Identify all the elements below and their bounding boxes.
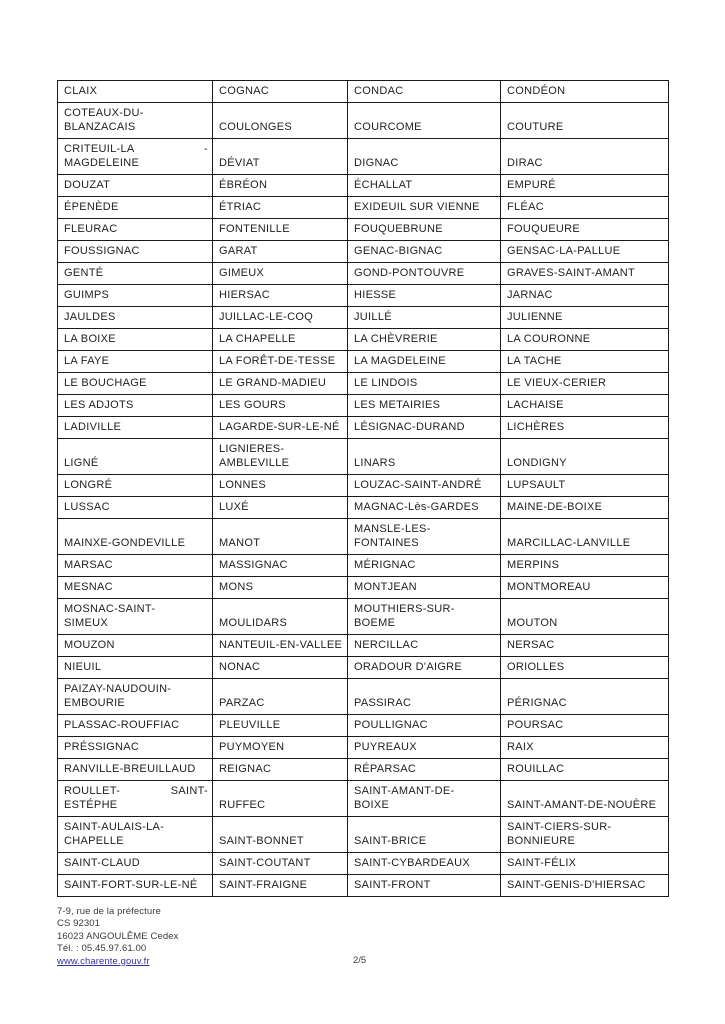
commune-cell: LICHÈRES: [501, 417, 669, 439]
commune-cell: FOUQUEBRUNE: [348, 219, 501, 241]
commune-cell: PASSIRAC: [348, 679, 501, 715]
table-row: [58, 679, 669, 715]
commune-cell: SAINT-COUTANT: [213, 853, 348, 875]
commune-cell: PÉRIGNAC: [501, 679, 669, 715]
commune-cell: JULIENNE: [501, 307, 669, 329]
commune-cell: DIGNAC: [348, 139, 501, 175]
commune-cell: JARNAC: [501, 285, 669, 307]
commune-cell: POULLIGNAC: [348, 715, 501, 737]
table-row: [58, 81, 669, 103]
commune-cell: RUFFEC: [213, 781, 348, 817]
table-row: [58, 241, 669, 263]
table-row: [58, 307, 669, 329]
commune-cell: GUIMPS: [58, 285, 213, 307]
commune-cell: ROULLET- SAINT- ESTÉPHE: [58, 781, 213, 817]
table-row: [58, 635, 669, 657]
commune-cell: LUPSAULT: [501, 475, 669, 497]
table-row: [58, 351, 669, 373]
table-row: [58, 497, 669, 519]
commune-cell: SAINT-FORT-SUR-LE-NÉ: [58, 875, 213, 897]
commune-cell: ORIOLLES: [501, 657, 669, 679]
commune-cell: SAINT-CLAUD: [58, 853, 213, 875]
commune-cell: COUTURE: [501, 103, 669, 139]
commune-cell: LE BOUCHAGE: [58, 373, 213, 395]
commune-cell: COTEAUX-DU- BLANZACAIS: [58, 103, 213, 139]
commune-cell: LA TACHE: [501, 351, 669, 373]
commune-cell: LES METAIRIES: [348, 395, 501, 417]
page-number: 2/5: [353, 955, 367, 966]
commune-cell: NERCILLAC: [348, 635, 501, 657]
commune-cell: FOUSSIGNAC: [58, 241, 213, 263]
table-row: [58, 329, 669, 351]
table-row: [58, 519, 669, 555]
commune-cell: ÉBRÉON: [213, 175, 348, 197]
commune-cell: LA BOIXE: [58, 329, 213, 351]
table-row: [58, 781, 669, 817]
commune-cell: LACHAISE: [501, 395, 669, 417]
table-row: [58, 103, 669, 139]
commune-cell: SAINT-CYBARDEAUX: [348, 853, 501, 875]
commune-cell: DÉVIAT: [213, 139, 348, 175]
commune-cell: ÉTRIAC: [213, 197, 348, 219]
commune-cell: SAINT-AMANT-DE-NOUÈRE: [501, 781, 669, 817]
table-row: [58, 475, 669, 497]
commune-cell: GENTÉ: [58, 263, 213, 285]
table-row: [58, 657, 669, 679]
commune-cell: LONNES: [213, 475, 348, 497]
commune-cell: ÉCHALLAT: [348, 175, 501, 197]
commune-cell: SAINT-GENIS-D'HIERSAC: [501, 875, 669, 897]
commune-cell: MESNAC: [58, 577, 213, 599]
commune-cell: MAGNAC-Lès-GARDES: [348, 497, 501, 519]
commune-cell: GENSAC-LA-PALLUE: [501, 241, 669, 263]
commune-cell: SAINT-CIERS-SUR- BONNIEURE: [501, 817, 669, 853]
commune-cell: SAINT-AMANT-DE- BOIXE: [348, 781, 501, 817]
commune-cell: SAINT-BRICE: [348, 817, 501, 853]
commune-cell: LE VIEUX-CERIER: [501, 373, 669, 395]
table-row: [58, 817, 669, 853]
table-row: [58, 577, 669, 599]
commune-cell: MARSAC: [58, 555, 213, 577]
footer-address-line: 7-9, rue de la préfecture: [57, 906, 161, 917]
table-row: [58, 555, 669, 577]
commune-cell: LADIVILLE: [58, 417, 213, 439]
commune-cell: GOND-PONTOUVRE: [348, 263, 501, 285]
commune-cell: CLAIX: [58, 81, 213, 103]
commune-cell: MOUZON: [58, 635, 213, 657]
commune-cell: PUYMOYEN: [213, 737, 348, 759]
commune-cell: MONTJEAN: [348, 577, 501, 599]
table-row: [58, 219, 669, 241]
table-row: [58, 197, 669, 219]
commune-cell: MASSIGNAC: [213, 555, 348, 577]
commune-cell: SAINT-FÉLIX: [501, 853, 669, 875]
footer-address-line: Tél. : 05.45.97.61.00: [57, 943, 147, 955]
commune-cell: LA CHÈVRERIE: [348, 329, 501, 351]
commune-cell: FLEURAC: [58, 219, 213, 241]
commune-cell: CONDÉON: [501, 81, 669, 103]
commune-cell: LES ADJOTS: [58, 395, 213, 417]
commune-cell: LOUZAC-SAINT-ANDRÉ: [348, 475, 501, 497]
table-row: [58, 373, 669, 395]
commune-cell: LA CHAPELLE: [213, 329, 348, 351]
commune-cell: LUSSAC: [58, 497, 213, 519]
commune-cell: LONDIGNY: [501, 439, 669, 475]
commune-cell: FONTENILLE: [213, 219, 348, 241]
commune-cell: FOUQUEURE: [501, 219, 669, 241]
table-row: [58, 139, 669, 175]
commune-cell: MONTMOREAU: [501, 577, 669, 599]
commune-cell: JAULDES: [58, 307, 213, 329]
commune-cell: RÉPARSAC: [348, 759, 501, 781]
commune-cell: LA MAGDELEINE: [348, 351, 501, 373]
commune-cell: NONAC: [213, 657, 348, 679]
table-row: [58, 417, 669, 439]
footer-address-line: CS 92301: [57, 918, 101, 930]
table-row: [58, 737, 669, 759]
commune-cell: JUILLAC-LE-COQ: [213, 307, 348, 329]
commune-cell: SAINT-BONNET: [213, 817, 348, 853]
commune-cell: EXIDEUIL SUR VIENNE: [348, 197, 501, 219]
commune-cell: GENAC-BIGNAC: [348, 241, 501, 263]
commune-cell: COGNAC: [213, 81, 348, 103]
table-row: [58, 759, 669, 781]
commune-cell: PAIZAY-NAUDOUIN- EMBOURIE: [58, 679, 213, 715]
commune-cell: GARAT: [213, 241, 348, 263]
commune-cell: ROUILLAC: [501, 759, 669, 781]
commune-cell: PRÉSSIGNAC: [58, 737, 213, 759]
commune-cell: LE LINDOIS: [348, 373, 501, 395]
commune-cell: DIRAC: [501, 139, 669, 175]
table-row: [58, 175, 669, 197]
table-row: [58, 875, 669, 897]
commune-cell: LES GOURS: [213, 395, 348, 417]
commune-cell: MOULIDARS: [213, 599, 348, 635]
commune-cell: MOUTON: [501, 599, 669, 635]
commune-cell: SAINT-FRAIGNE: [213, 875, 348, 897]
commune-cell: PLASSAC-ROUFFIAC: [58, 715, 213, 737]
commune-cell: LUXÉ: [213, 497, 348, 519]
footer-address-block: [57, 906, 178, 968]
commune-cell: MONS: [213, 577, 348, 599]
commune-cell: RANVILLE-BREUILLAUD: [58, 759, 213, 781]
commune-cell: COURCOME: [348, 103, 501, 139]
commune-cell: MANSLE-LES- FONTAINES: [348, 519, 501, 555]
website-link[interactable]: www.charente.gouv.fr: [57, 955, 150, 967]
commune-cell: LA COURONNE: [501, 329, 669, 351]
commune-cell: EMPURÉ: [501, 175, 669, 197]
table-row: [58, 853, 669, 875]
commune-cell: HIERSAC: [213, 285, 348, 307]
commune-cell: LA FAYE: [58, 351, 213, 373]
commune-cell: GRAVES-SAINT-AMANT: [501, 263, 669, 285]
table-row: [58, 263, 669, 285]
table-row: [58, 395, 669, 417]
commune-cell: ÉPENÈDE: [58, 197, 213, 219]
commune-cell: MAINXE-GONDEVILLE: [58, 519, 213, 555]
commune-cell: NANTEUIL-EN-VALLEE: [213, 635, 348, 657]
commune-cell: POURSAC: [501, 715, 669, 737]
table-row: [58, 439, 669, 475]
commune-cell: COULONGES: [213, 103, 348, 139]
commune-cell: NERSAC: [501, 635, 669, 657]
table-row: [58, 285, 669, 307]
commune-cell: REIGNAC: [213, 759, 348, 781]
commune-cell: MARCILLAC-LANVILLE: [501, 519, 669, 555]
commune-cell: LIGNIERES- AMBLEVILLE: [213, 439, 348, 475]
commune-table: [57, 80, 669, 897]
commune-cell: LONGRÉ: [58, 475, 213, 497]
commune-cell: DOUZAT: [58, 175, 213, 197]
commune-cell: SAINT-AULAIS-LA- CHAPELLE: [58, 817, 213, 853]
commune-cell: LA FORÊT-DE-TESSE: [213, 351, 348, 373]
commune-cell: MOUTHIERS-SUR- BOEME: [348, 599, 501, 635]
commune-cell: LE GRAND-MADIEU: [213, 373, 348, 395]
commune-cell: CONDAC: [348, 81, 501, 103]
commune-cell: LIGNÉ: [58, 439, 213, 475]
footer-address-line: 16023 ANGOULÊME Cedex: [57, 930, 179, 942]
commune-cell: FLÉAC: [501, 197, 669, 219]
commune-cell: LAGARDE-SUR-LE-NÉ: [213, 417, 348, 439]
commune-cell: JUILLÉ: [348, 307, 501, 329]
commune-cell: MOSNAC-SAINT- SIMEUX: [58, 599, 213, 635]
commune-cell: MERPINS: [501, 555, 669, 577]
commune-cell: MAINE-DE-BOIXE: [501, 497, 669, 519]
commune-cell: MÉRIGNAC: [348, 555, 501, 577]
commune-cell: PLEUVILLE: [213, 715, 348, 737]
commune-cell: RAIX: [501, 737, 669, 759]
commune-cell: CRITEUIL-LA - MAGDELEINE: [58, 139, 213, 175]
commune-cell: PUYREAUX: [348, 737, 501, 759]
commune-cell: LINARS: [348, 439, 501, 475]
commune-cell: MANOT: [213, 519, 348, 555]
commune-cell: LÉSIGNAC-DURAND: [348, 417, 501, 439]
table-row: [58, 715, 669, 737]
commune-cell: NIEUIL: [58, 657, 213, 679]
table-row: [58, 599, 669, 635]
commune-cell: HIESSE: [348, 285, 501, 307]
commune-cell: SAINT-FRONT: [348, 875, 501, 897]
commune-cell: ORADOUR D'AIGRE: [348, 657, 501, 679]
commune-cell: GIMEUX: [213, 263, 348, 285]
commune-cell: PARZAC: [213, 679, 348, 715]
